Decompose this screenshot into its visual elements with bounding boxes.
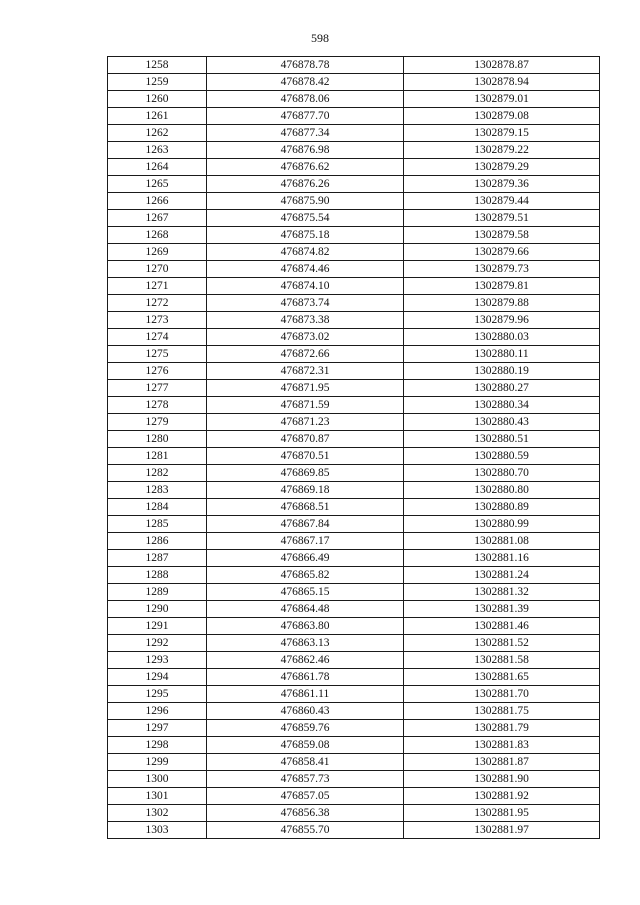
x-coordinate-cell: 476859.08 [207,737,404,754]
table-row [108,210,600,227]
y-coordinate-cell: 1302879.29 [404,159,600,176]
x-coordinate-cell: 476857.73 [207,771,404,788]
point-number-cell: 1270 [108,261,207,278]
x-coordinate-cell: 476865.15 [207,584,404,601]
point-number-cell: 1262 [108,125,207,142]
y-coordinate-cell: 1302880.19 [404,363,600,380]
x-coordinate-cell: 476866.49 [207,550,404,567]
table-row [108,533,600,550]
table-row [108,788,600,805]
point-number-cell: 1280 [108,431,207,448]
point-number-cell: 1293 [108,652,207,669]
table-row [108,482,600,499]
x-coordinate-cell: 476874.46 [207,261,404,278]
table-row [108,57,600,74]
x-coordinate-cell: 476871.59 [207,397,404,414]
x-coordinate-cell: 476876.26 [207,176,404,193]
point-number-cell: 1292 [108,635,207,652]
point-number-cell: 1268 [108,227,207,244]
x-coordinate-cell: 476869.18 [207,482,404,499]
x-coordinate-cell: 476870.87 [207,431,404,448]
y-coordinate-cell: 1302879.66 [404,244,600,261]
table-row [108,771,600,788]
point-number-cell: 1282 [108,465,207,482]
y-coordinate-cell: 1302881.75 [404,703,600,720]
table-row [108,448,600,465]
y-coordinate-cell: 1302879.51 [404,210,600,227]
x-coordinate-cell: 476860.43 [207,703,404,720]
x-coordinate-cell: 476863.80 [207,618,404,635]
y-coordinate-cell: 1302880.27 [404,380,600,397]
x-coordinate-cell: 476877.70 [207,108,404,125]
coordinates-table [107,56,600,839]
table-row [108,380,600,397]
x-coordinate-cell: 476861.11 [207,686,404,703]
point-number-cell: 1278 [108,397,207,414]
y-coordinate-cell: 1302879.96 [404,312,600,329]
point-number-cell: 1290 [108,601,207,618]
table-row [108,465,600,482]
table-row [108,601,600,618]
point-number-cell: 1301 [108,788,207,805]
y-coordinate-cell: 1302880.11 [404,346,600,363]
x-coordinate-cell: 476876.98 [207,142,404,159]
point-number-cell: 1279 [108,414,207,431]
table-row [108,550,600,567]
point-number-cell: 1288 [108,567,207,584]
table-row [108,703,600,720]
table-row [108,159,600,176]
y-coordinate-cell: 1302880.80 [404,482,600,499]
table-row [108,295,600,312]
point-number-cell: 1286 [108,533,207,550]
point-number-cell: 1273 [108,312,207,329]
x-coordinate-cell: 476869.85 [207,465,404,482]
point-number-cell: 1284 [108,499,207,516]
point-number-cell: 1260 [108,91,207,108]
point-number-cell: 1302 [108,805,207,822]
y-coordinate-cell: 1302881.97 [404,822,600,839]
point-number-cell: 1299 [108,754,207,771]
x-coordinate-cell: 476868.51 [207,499,404,516]
x-coordinate-cell: 476861.78 [207,669,404,686]
point-number-cell: 1287 [108,550,207,567]
x-coordinate-cell: 476867.17 [207,533,404,550]
x-coordinate-cell: 476871.23 [207,414,404,431]
x-coordinate-cell: 476876.62 [207,159,404,176]
y-coordinate-cell: 1302878.87 [404,57,600,74]
point-number-cell: 1263 [108,142,207,159]
table-row [108,346,600,363]
point-number-cell: 1265 [108,176,207,193]
x-coordinate-cell: 476865.82 [207,567,404,584]
x-coordinate-cell: 476863.13 [207,635,404,652]
y-coordinate-cell: 1302881.83 [404,737,600,754]
point-number-cell: 1294 [108,669,207,686]
table-row [108,720,600,737]
x-coordinate-cell: 476864.48 [207,601,404,618]
y-coordinate-cell: 1302880.89 [404,499,600,516]
point-number-cell: 1275 [108,346,207,363]
point-number-cell: 1281 [108,448,207,465]
y-coordinate-cell: 1302880.43 [404,414,600,431]
point-number-cell: 1277 [108,380,207,397]
table-row [108,686,600,703]
page-number: 598 [311,31,329,45]
x-coordinate-cell: 476878.06 [207,91,404,108]
y-coordinate-cell: 1302881.95 [404,805,600,822]
table-row [108,125,600,142]
y-coordinate-cell: 1302881.90 [404,771,600,788]
table-row [108,74,600,91]
y-coordinate-cell: 1302879.88 [404,295,600,312]
y-coordinate-cell: 1302879.58 [404,227,600,244]
point-number-cell: 1283 [108,482,207,499]
point-number-cell: 1276 [108,363,207,380]
y-coordinate-cell: 1302881.24 [404,567,600,584]
y-coordinate-cell: 1302881.65 [404,669,600,686]
y-coordinate-cell: 1302879.01 [404,91,600,108]
y-coordinate-cell: 1302879.22 [404,142,600,159]
x-coordinate-cell: 476873.38 [207,312,404,329]
y-coordinate-cell: 1302880.51 [404,431,600,448]
x-coordinate-cell: 476872.66 [207,346,404,363]
x-coordinate-cell: 476862.46 [207,652,404,669]
x-coordinate-cell: 476875.18 [207,227,404,244]
y-coordinate-cell: 1302879.08 [404,108,600,125]
table-row [108,193,600,210]
table-row [108,669,600,686]
x-coordinate-cell: 476856.38 [207,805,404,822]
y-coordinate-cell: 1302881.46 [404,618,600,635]
y-coordinate-cell: 1302881.70 [404,686,600,703]
point-number-cell: 1271 [108,278,207,295]
y-coordinate-cell: 1302880.99 [404,516,600,533]
point-number-cell: 1267 [108,210,207,227]
table-row [108,108,600,125]
y-coordinate-cell: 1302879.36 [404,176,600,193]
point-number-cell: 1274 [108,329,207,346]
x-coordinate-cell: 476858.41 [207,754,404,771]
y-coordinate-cell: 1302881.32 [404,584,600,601]
point-number-cell: 1259 [108,74,207,91]
table-body [108,57,600,839]
point-number-cell: 1298 [108,737,207,754]
x-coordinate-cell: 476857.05 [207,788,404,805]
point-number-cell: 1296 [108,703,207,720]
table-row [108,737,600,754]
x-coordinate-cell: 476877.34 [207,125,404,142]
point-number-cell: 1289 [108,584,207,601]
table-row [108,244,600,261]
x-coordinate-cell: 476859.76 [207,720,404,737]
y-coordinate-cell: 1302880.03 [404,329,600,346]
table-row [108,431,600,448]
table-row [108,363,600,380]
table-row [108,227,600,244]
y-coordinate-cell: 1302880.59 [404,448,600,465]
table-row [108,499,600,516]
y-coordinate-cell: 1302879.44 [404,193,600,210]
table-row [108,142,600,159]
point-number-cell: 1269 [108,244,207,261]
y-coordinate-cell: 1302881.16 [404,550,600,567]
point-number-cell: 1291 [108,618,207,635]
x-coordinate-cell: 476878.42 [207,74,404,91]
point-number-cell: 1297 [108,720,207,737]
x-coordinate-cell: 476874.10 [207,278,404,295]
table-row [108,584,600,601]
x-coordinate-cell: 476870.51 [207,448,404,465]
x-coordinate-cell: 476873.02 [207,329,404,346]
table-row [108,516,600,533]
y-coordinate-cell: 1302880.34 [404,397,600,414]
table-row [108,397,600,414]
table-row [108,805,600,822]
y-coordinate-cell: 1302881.58 [404,652,600,669]
table-row [108,176,600,193]
x-coordinate-cell: 476875.54 [207,210,404,227]
point-number-cell: 1295 [108,686,207,703]
x-coordinate-cell: 476875.90 [207,193,404,210]
table-row [108,618,600,635]
table-row [108,312,600,329]
y-coordinate-cell: 1302879.73 [404,261,600,278]
table-row [108,261,600,278]
point-number-cell: 1285 [108,516,207,533]
x-coordinate-cell: 476878.78 [207,57,404,74]
y-coordinate-cell: 1302881.52 [404,635,600,652]
y-coordinate-cell: 1302881.79 [404,720,600,737]
point-number-cell: 1264 [108,159,207,176]
table-row [108,652,600,669]
x-coordinate-cell: 476855.70 [207,822,404,839]
x-coordinate-cell: 476872.31 [207,363,404,380]
point-number-cell: 1300 [108,771,207,788]
table-row [108,414,600,431]
table-row [108,278,600,295]
y-coordinate-cell: 1302879.15 [404,125,600,142]
table-row [108,635,600,652]
table-row [108,329,600,346]
x-coordinate-cell: 476871.95 [207,380,404,397]
x-coordinate-cell: 476867.84 [207,516,404,533]
table-row [108,754,600,771]
y-coordinate-cell: 1302880.70 [404,465,600,482]
y-coordinate-cell: 1302881.92 [404,788,600,805]
y-coordinate-cell: 1302881.39 [404,601,600,618]
table-row [108,822,600,839]
y-coordinate-cell: 1302878.94 [404,74,600,91]
y-coordinate-cell: 1302881.87 [404,754,600,771]
table-row [108,91,600,108]
point-number-cell: 1261 [108,108,207,125]
point-number-cell: 1266 [108,193,207,210]
point-number-cell: 1272 [108,295,207,312]
table-row [108,567,600,584]
y-coordinate-cell: 1302879.81 [404,278,600,295]
point-number-cell: 1303 [108,822,207,839]
x-coordinate-cell: 476874.82 [207,244,404,261]
point-number-cell: 1258 [108,57,207,74]
x-coordinate-cell: 476873.74 [207,295,404,312]
y-coordinate-cell: 1302881.08 [404,533,600,550]
